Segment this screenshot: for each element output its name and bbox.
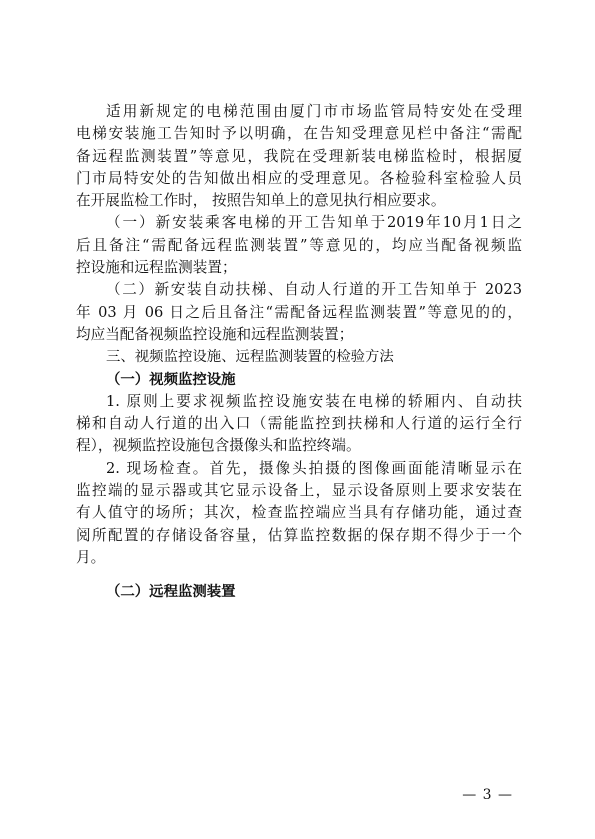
text-line: 有人值守的场所；其次，检查监控端应当具有存储功能，通过查 <box>76 504 522 522</box>
subsection-two-heading: （二）远程监测装置 <box>106 584 236 601</box>
paragraph-scope <box>76 101 522 212</box>
text-line: （一）新安装乘客电梯的开工告知单于2019年10月1日之 <box>106 214 522 232</box>
text-line: （二）新安装自动扶梯、自动人行道的开工告知单于 2023 <box>106 281 522 299</box>
item-two-paragraph <box>76 458 522 569</box>
text-line: 1. 原则上要求视频监控设施安装在电梯的轿厢内、自动扶 <box>106 392 522 410</box>
section-three-heading: 三、视频监控设施、远程监测装置的检验方法 <box>106 349 394 366</box>
text-line: 在开展监检工作时， 按照告知单上的意见执行相应要求。 <box>76 192 446 210</box>
text-line: 月。 <box>76 548 106 566</box>
text-line: 年 03 月 06 日之后且备注“需配备远程监测装置”等意见的的， <box>76 303 522 321</box>
text-line: 电梯安装施工告知时予以明确，在告知受理意见栏中备注“需配 <box>76 125 522 143</box>
text-line: 备远程监测装置”等意见，我院在受理新装电梯监检时，根据厦 <box>76 147 522 165</box>
spacer <box>76 569 522 581</box>
text-line: 均应当配备视频监控设施和远程监测装置； <box>76 325 354 343</box>
subsection-one-heading: （一）视频监控设施 <box>106 371 236 388</box>
text-line: 门市局特安处的告知做出相应的受理意见。各检验科室检验人员 <box>76 169 522 187</box>
text-line: 后且备注“需配备远程监测装置”等意见的，均应当配备视频监 <box>76 236 522 254</box>
text-line: 监控端的显示器或其它显示设备上，显示设备原则上要求安装在 <box>76 482 522 500</box>
text-line: 程），视频监控设施包含摄像头和监控终端。 <box>76 437 361 455</box>
text-line: 适用新规定的电梯范围由厦门市市场监管局特安处在受理 <box>106 103 522 120</box>
paragraph-escalators <box>76 279 522 346</box>
text-line: 控设施和远程监测装置； <box>76 259 237 277</box>
text-line: 梯和自动人行道的出入口（需能监控到扶梯和人行道的运行全行 <box>76 415 522 433</box>
item-one-paragraph <box>76 391 522 458</box>
page-number: — 3 — <box>462 787 513 803</box>
document-body <box>76 101 522 604</box>
text-line: 2. 现场检查。首先，摄像头拍摄的图像画面能清晰显示在 <box>106 459 522 477</box>
text-line: 阅所配置的存储设备容量，估算监控数据的保存期不得少于一个 <box>76 526 522 544</box>
paragraph-passenger-elevators <box>76 212 522 279</box>
